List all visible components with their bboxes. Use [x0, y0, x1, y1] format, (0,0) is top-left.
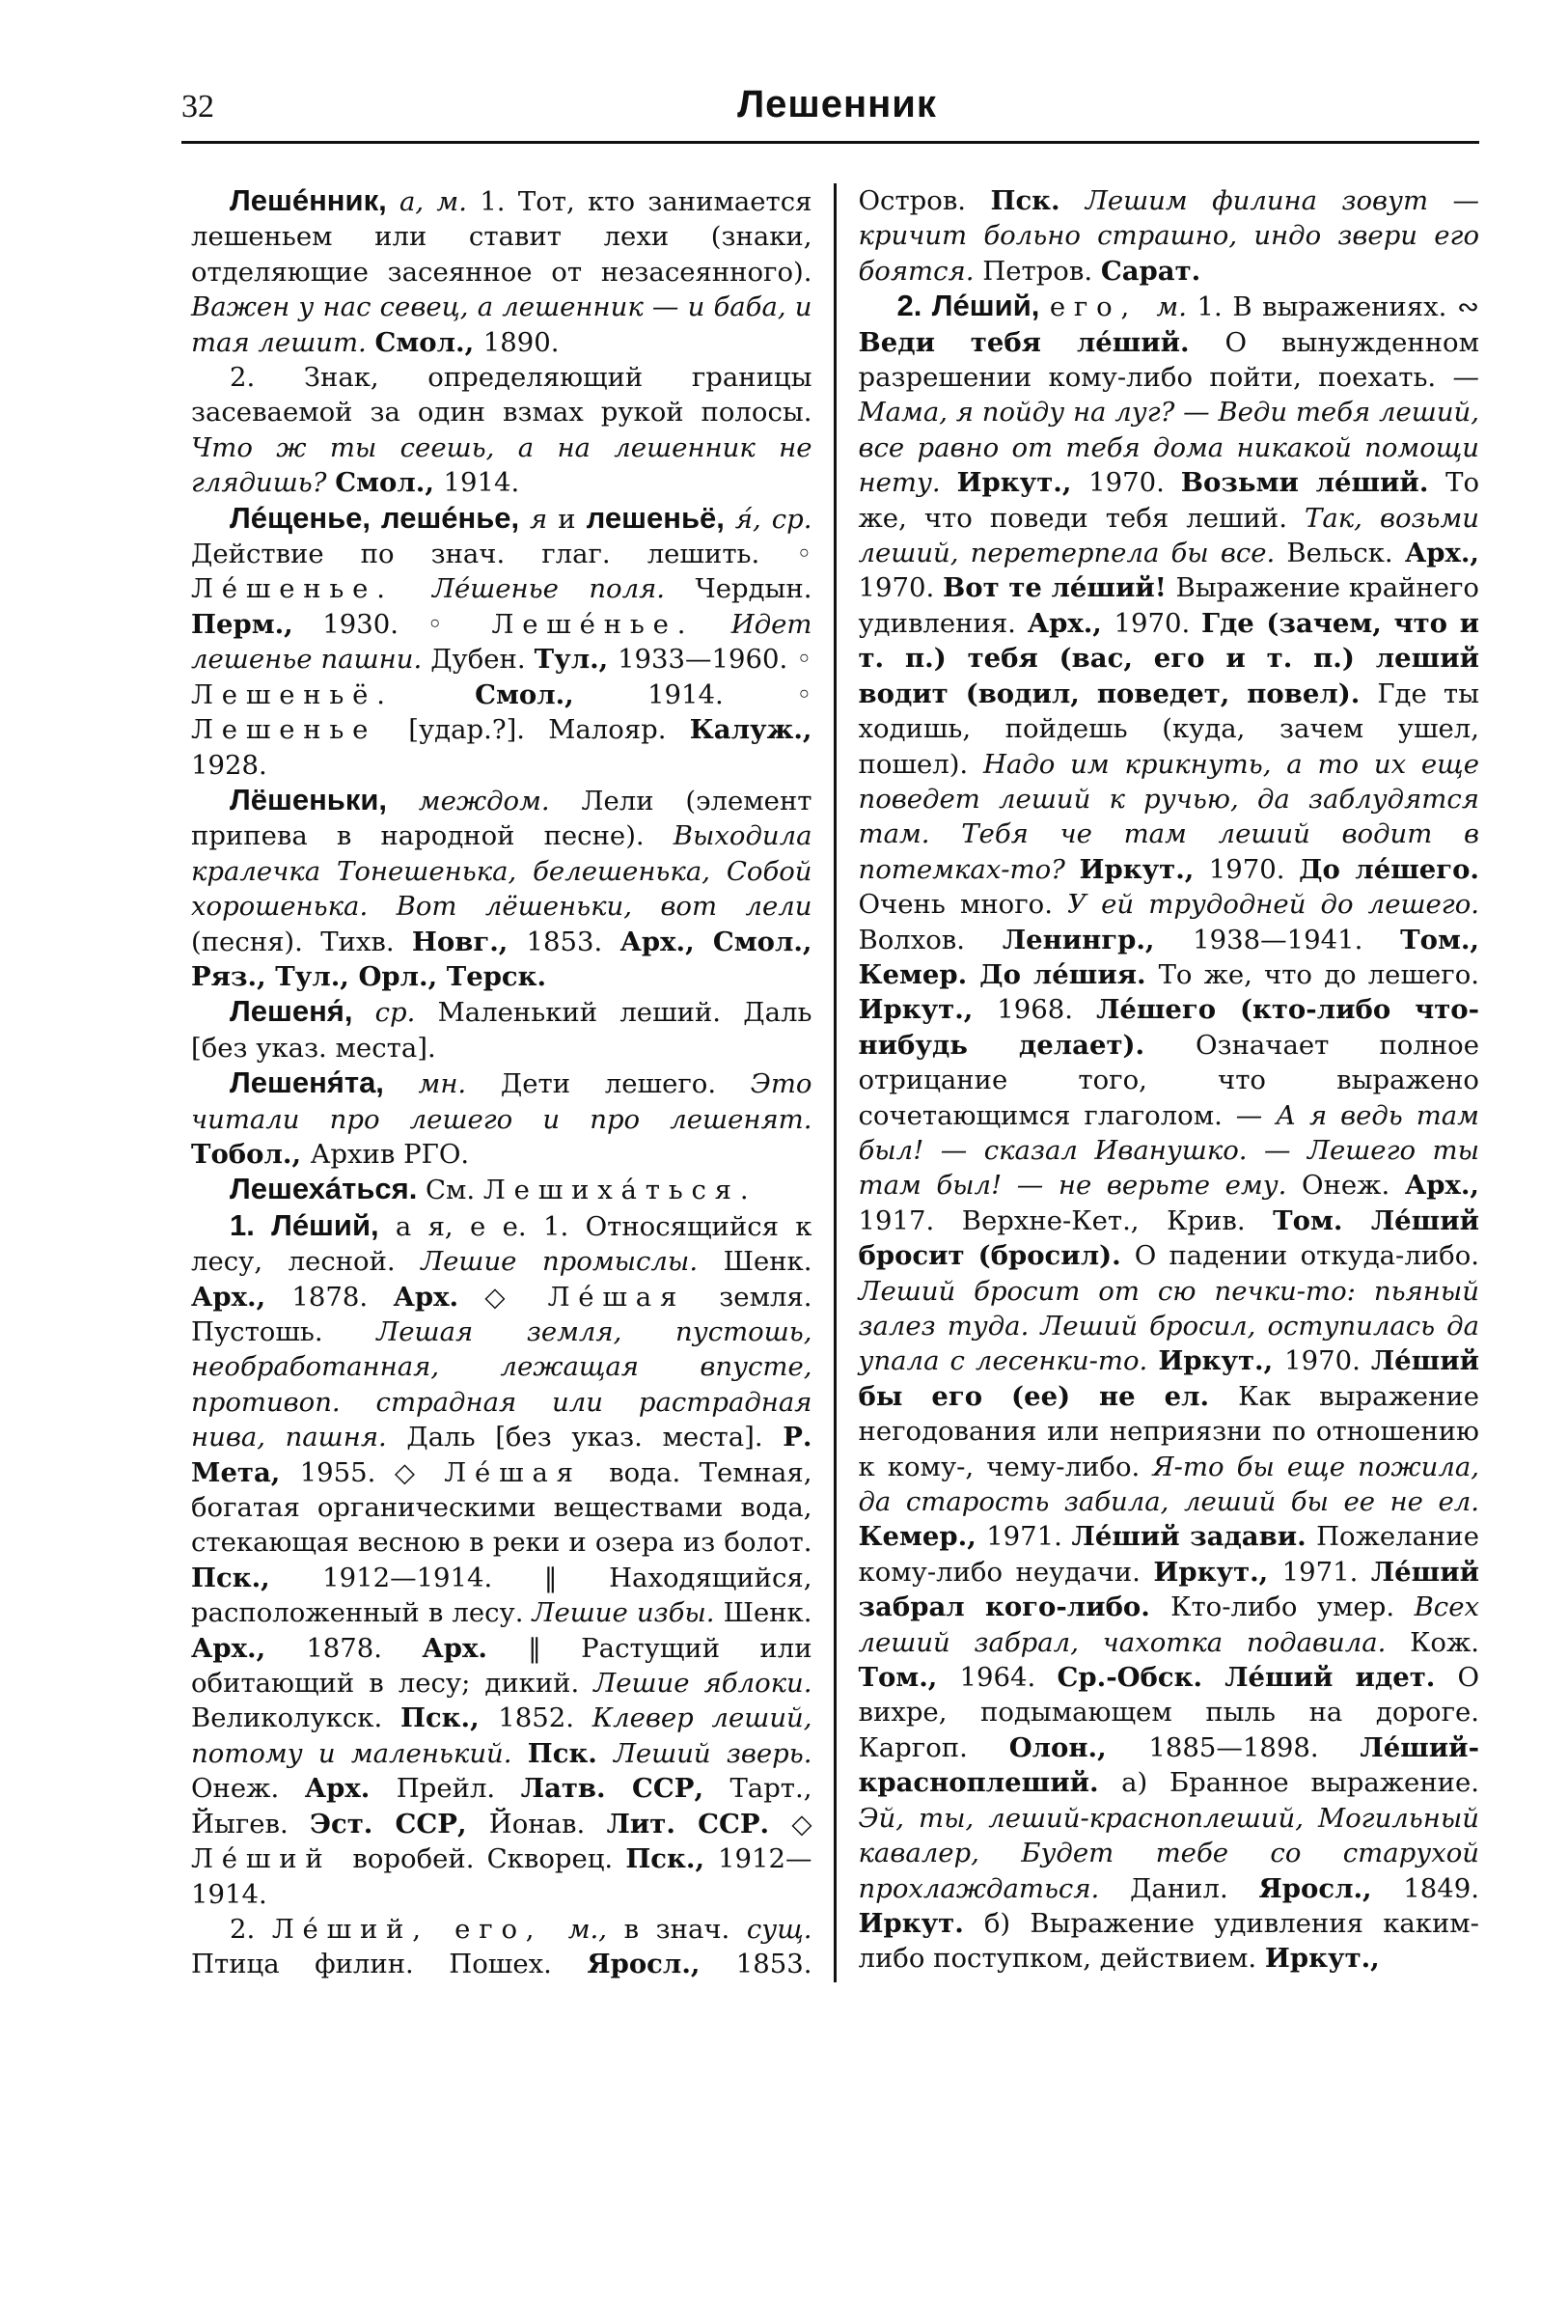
bold-text: Арх.,: [1027, 607, 1114, 639]
dictionary-entry: [191, 1208, 812, 1912]
bold-text: Лéшего (кто-либо что-нибудь делает).: [858, 994, 1479, 1061]
entry-text: 1971.: [1281, 1556, 1371, 1588]
bold-text: Арх.: [393, 1281, 485, 1313]
bold-text: Иркут.,: [1079, 853, 1209, 885]
running-title: Лешенник: [737, 83, 937, 125]
italic-text: Эй, ты, леший-красноплеший, Могильный кавалер, Будет тебе со старухой прохлаждаться.: [858, 1802, 1479, 1904]
entry-text: 1878.: [306, 1632, 423, 1664]
spaced-text: Лéшенье.: [191, 573, 432, 605]
bold-text: Тобол.,: [191, 1138, 311, 1170]
header-rule: [181, 141, 1479, 144]
entry-text: Пожелание кому-либо неудачи.: [858, 1521, 1479, 1588]
entry-text: 1878.: [291, 1281, 394, 1313]
entry-text: Кож.: [1410, 1626, 1479, 1658]
entry-text: Волхов.: [858, 924, 1003, 955]
bold-text: Том., Кемер. До лéшия.: [858, 924, 1479, 990]
bold-text: Сарат.: [1100, 255, 1201, 287]
bold-text: Иркут.,: [1153, 1556, 1282, 1588]
entry-text: Прейл.: [396, 1773, 521, 1805]
spaced-text: Лéшая: [547, 1281, 720, 1313]
spaced-text: Лéший: [191, 1843, 353, 1875]
entry-text: То же, что до лешего.: [1158, 958, 1479, 990]
entry-text: 1970.: [1114, 607, 1201, 639]
bold-text: Арх.,: [1404, 1170, 1479, 1202]
bold-text: Эст. ССР,: [310, 1808, 489, 1840]
italic-text: м.: [1156, 291, 1197, 323]
entry-text: О падении откуда-либо.: [1134, 1240, 1479, 1272]
entry-text: 1930. ◦: [322, 608, 492, 640]
italic-text: я: [530, 503, 559, 535]
bold-text: Смол.,: [335, 467, 444, 499]
entry-text: 1933—1960. ◦: [618, 644, 812, 676]
bold-text: Лéший задави.: [1071, 1521, 1317, 1553]
bold-text: Ленингр.,: [1002, 924, 1194, 955]
entry-text: Дети лешего.: [500, 1068, 751, 1100]
entry-text: Как выражение негодования или неприязни по отношению к кому-, чему-либо.: [858, 1380, 1479, 1482]
entry-text: 1914.: [443, 467, 520, 499]
entry-text: Означает полное отрицание того, что выражено сочетающимся глаголом.: [858, 1029, 1479, 1131]
entry-text: О вынужденном разрешении кому-либо пойти, поехать.: [858, 326, 1479, 394]
italic-text: я́, ср.: [734, 503, 812, 535]
italic-text: а, м.: [399, 186, 481, 217]
bold-text: Олон.,: [1008, 1731, 1149, 1763]
headword: Лешехáться.: [230, 1172, 426, 1206]
entry-text: 1853.: [526, 926, 620, 957]
dictionary-entry: [191, 501, 812, 783]
entry-text: а) Бранное выражение.: [1121, 1767, 1480, 1799]
entry-text: 1970.: [1208, 853, 1300, 885]
italic-text: Идет лешенье пашни.: [191, 608, 812, 676]
spaced-text: Лешéнье.: [491, 608, 731, 640]
bold-text: Арх.: [304, 1773, 397, 1805]
dictionary-entry: [191, 1065, 812, 1172]
entry-text: 2. Знак, определяющий границы засеваемой за один взмах рукой полосы.: [191, 362, 812, 429]
italic-text: Что ж ты сеешь, а на лешенник не глядишь?: [191, 431, 812, 499]
italic-text: Я-то бы еще пожила, да старость забила, леший бы ее не ел.: [858, 1451, 1479, 1518]
entry-text: 1890.: [482, 326, 560, 358]
headword: Лешеня́,: [230, 994, 375, 1029]
bold-text: Лéший-красноплеший.: [858, 1731, 1479, 1799]
italic-text: Лешая земля, пустошь, необработанная, лежащая впусте, противоп. страдная или растрадная нива, пашня.: [191, 1316, 812, 1453]
entry-text: ◇: [484, 1281, 548, 1313]
entry-text: земля. Пустошь.: [191, 1281, 812, 1347]
bold-text: Арх.: [422, 1632, 529, 1664]
italic-text: мн.: [418, 1068, 501, 1100]
entry-text: Кто-либо умер.: [1170, 1591, 1415, 1623]
entry-text: Дубен.: [430, 644, 535, 676]
dictionary-entry: [191, 360, 812, 501]
spaced-text: Лешихáться.: [482, 1175, 757, 1206]
bold-text: Калуж.,: [689, 714, 812, 746]
headword: лешеньё,: [586, 500, 735, 535]
italic-text: Клевер леший, потому и маленький.: [191, 1702, 812, 1769]
entry-text: Онеж.: [1302, 1170, 1405, 1202]
entry-text: Великолукск.: [191, 1702, 400, 1734]
entry-text: 1853. Остров.: [735, 185, 991, 1980]
entry-text: 1. Тот, кто занимается лешеньем или ставит лехи (знаки, отделяющие засеянное от незасеянного).: [191, 186, 812, 288]
italic-text: Так, возьми леший, перетерпела бы все.: [858, 502, 1480, 569]
spaced-text: Лéшая: [444, 1456, 610, 1488]
italic-text: Выходила кралечка Тонешенька, белешенька, Собой хорошенька. Вот лёшеньки, вот лели: [191, 820, 812, 923]
entry-text: 1970.: [1284, 1345, 1371, 1377]
entry-text: 2.: [230, 1913, 272, 1945]
bold-text: Иркут.,: [1264, 1943, 1380, 1975]
entry-text: б) Выражение удивления каким-либо поступком, действием.: [858, 1907, 1479, 1975]
italic-text: Важен у нас севец, а лешенник — и баба, и тая лешит.: [191, 291, 812, 358]
entry-text: Очень много.: [858, 889, 1068, 921]
entry-text: воробей. Скворец.: [352, 1843, 626, 1875]
page-number: 32: [181, 89, 214, 124]
entry-text: 1971.: [986, 1521, 1072, 1553]
bold-text: Ср.-Обск. Лéший идет.: [1057, 1662, 1458, 1694]
italic-text: м.,: [567, 1913, 624, 1945]
dictionary-entry: [191, 994, 812, 1065]
entry-text: Маленький леший. Даль [без указ. места].: [191, 997, 812, 1064]
headword: Лешéнник,: [230, 183, 399, 217]
entry-text: ‖ Растущий или обитающий в лесу; дикий.: [191, 1632, 812, 1700]
bold-text: Возьми лéший.: [1180, 467, 1446, 499]
entry-text: Действие по знач. глаг. лешить. ◦: [191, 539, 812, 570]
spaced-text: Лéший, его,: [271, 1913, 568, 1945]
bold-text: Новг.,: [411, 926, 527, 957]
entry-text: 1968.: [997, 994, 1097, 1026]
entry-text: [удар.?]. Малояр.: [408, 714, 690, 746]
italic-text: — А я ведь там был! — сказал Иванушко. — Лешего ты там был! — не верьте ему.: [858, 1099, 1479, 1202]
bold-text: Пск.: [527, 1737, 614, 1769]
entry-text: Даль [без указ. места].: [406, 1422, 784, 1453]
italic-text: Лешие промыслы.: [421, 1246, 724, 1278]
bold-text: Арх.,: [191, 1632, 307, 1664]
italic-text: Лешие яблоки.: [593, 1668, 812, 1700]
entry-text: Архив РГО.: [310, 1138, 470, 1170]
entry-text: и: [558, 503, 587, 535]
entry-text: Онеж.: [191, 1773, 305, 1805]
bold-text: Иркут.,: [1158, 1345, 1285, 1377]
entry-text: 1970.: [1088, 467, 1181, 499]
bold-text: Перм.,: [191, 608, 323, 640]
italic-text: — Мама, я пойду на луг? — Веди тебя леший, все равно от тебя дома никакой помощи нету.: [858, 362, 1479, 499]
italic-text: Лешие избы.: [532, 1597, 724, 1629]
bold-text: Арх.,: [191, 1281, 292, 1313]
entry-text: 1912—1914.: [191, 1843, 812, 1910]
dictionary-entry: [191, 783, 812, 994]
italic-text: Леший зверь.: [613, 1737, 812, 1769]
entry-text: О вихре, подымающем пыль на дороге. Каргоп.: [858, 1662, 1479, 1763]
bold-text: Иркут.: [858, 1907, 984, 1939]
bold-text: Пск.,: [625, 1843, 718, 1875]
bold-text: Яросл.,: [1258, 1872, 1404, 1904]
entry-text: Шенк.: [723, 1597, 812, 1629]
entry-text: вода. Темная, богатая органическими веществами вода, стекающая весною в реки и озера из болот.: [191, 1456, 812, 1559]
entry-text: Йонав.: [488, 1808, 607, 1840]
bold-text: Смол.,: [475, 678, 648, 710]
spaced-text: Лешенье: [191, 714, 409, 746]
entry-text: 1852.: [498, 1702, 592, 1734]
entry-text: 1914. ◦: [647, 678, 812, 710]
dictionary-entry: [859, 289, 1480, 1977]
italic-text: Лéшенье поля.: [432, 573, 696, 605]
headword: Лéщенье, лешéнье,: [230, 500, 531, 535]
italic-text: Надо им крикнуть, а то их еще поведет леший к ручью, да заблудятся там. Тебя че там леший водит в потемках-то?: [858, 748, 1479, 885]
italic-text: У ей трудодней до лешего.: [1067, 889, 1479, 921]
bold-text: Лéший забрал кого-либо.: [858, 1556, 1479, 1623]
entry-text: 1. В выражениях. ∾: [1197, 291, 1479, 323]
bold-text: Арх., Смол., Ряз., Тул., Орл., Терск.: [191, 926, 812, 992]
bold-text: Тул.,: [534, 644, 619, 676]
entry-text: То же, что поведи тебя леший.: [858, 467, 1480, 534]
entry-text: 1928.: [191, 749, 267, 781]
bold-text: Яросл.,: [587, 1949, 736, 1980]
headword: 2. Лéший,: [896, 289, 1050, 323]
entry-text: 1849.: [1403, 1872, 1479, 1904]
bold-text: Том. Лéший бросит (бросил).: [858, 1204, 1479, 1272]
bold-text: Лéший бы его (ее) не ел.: [858, 1345, 1480, 1412]
entry-text: Тарт., Йыгев.: [191, 1773, 812, 1840]
bold-text: Вот те лéший!: [943, 572, 1176, 604]
italic-text: междом.: [418, 785, 582, 816]
entry-text: См.: [425, 1175, 483, 1206]
dictionary-entry: [191, 1172, 812, 1207]
italic-text: Лешим филина зовут — кричит больно страшно, индо звери его боятся.: [858, 185, 1479, 287]
bold-text: Где (зачем, что и т. п.) тебя (вас, его и т. п.) леший водит (водил, поведет, повел).: [858, 607, 1479, 709]
headword: Лешеня́та,: [230, 1065, 419, 1100]
headword: 1. Лéший,: [230, 1207, 396, 1242]
entry-text: а я, е е. 1. Относящийся к лесу, лесной.: [191, 1210, 812, 1278]
bold-text: Лит. ССР.: [606, 1808, 792, 1840]
entry-text: 1938—1941.: [1193, 924, 1401, 955]
bold-text: Пск.: [990, 185, 1086, 216]
entry-text: Данил.: [1130, 1872, 1259, 1904]
headword: Лёшеньки,: [230, 782, 419, 816]
spaced-text: его,: [1049, 291, 1157, 323]
italic-text: Это читали про лешего и про лешенят.: [191, 1068, 812, 1135]
entry-text: в знач.: [623, 1913, 747, 1945]
dictionary-columns: [191, 183, 1479, 1982]
entry-text: Птица филин. Пошех.: [191, 1949, 588, 1980]
bold-text: Латв. ССР,: [520, 1773, 730, 1805]
bold-text: Пск.,: [191, 1562, 323, 1593]
bold-text: Иркут.,: [956, 467, 1089, 499]
entry-text: 1964.: [959, 1662, 1058, 1694]
entry-text: 1955. ◇: [299, 1456, 445, 1488]
entry-text: Шенк.: [723, 1246, 812, 1278]
entry-text: Чердын.: [695, 573, 812, 605]
bold-text: Том.,: [858, 1662, 960, 1694]
bold-text: Арх.,: [1404, 538, 1479, 569]
dictionary-entry: [191, 183, 812, 360]
entry-text: Лели (элемент припева в народной песне).: [191, 785, 812, 852]
italic-text: Леший бросит от сю печки-то: пьяный залез туда. Леший бросил, оступилась да упала с лесенки-то.: [858, 1275, 1479, 1377]
entry-text: ◇: [791, 1808, 812, 1840]
bold-text: Р. Мета,: [191, 1422, 812, 1488]
entry-text: 1885—1898.: [1148, 1731, 1361, 1763]
bold-text: До лéшего.: [1299, 853, 1480, 885]
entry-text: Выражение крайнего удивления.: [858, 572, 1479, 639]
entry-text: Вельск.: [1286, 538, 1405, 569]
entry-text: Где ты ходишь, пойдешь (куда, зачем ушел, пошел).: [858, 678, 1479, 780]
entry-text: Петров.: [982, 255, 1101, 287]
bold-text: Кемер.,: [858, 1521, 987, 1553]
italic-text: ср.: [374, 997, 438, 1029]
italic-text: Всех леший забрал, чахотка подавила.: [858, 1591, 1479, 1658]
entry-text: 1917. Верхне-Кет., Крив.: [858, 1204, 1274, 1236]
entry-text: 1970.: [858, 572, 944, 604]
entry-text: (песня). Тихв.: [191, 926, 412, 957]
spaced-text: Лешеньё.: [191, 678, 476, 710]
bold-text: Веди тебя лéший.: [858, 326, 1225, 358]
bold-text: Иркут.,: [858, 994, 998, 1026]
bold-text: Смол.,: [374, 326, 483, 358]
italic-text: сущ.: [746, 1913, 812, 1945]
entry-text: 1912—1914. ‖ Находящийся, расположенный в лесу.: [191, 1562, 812, 1629]
bold-text: Пск.,: [399, 1702, 499, 1734]
